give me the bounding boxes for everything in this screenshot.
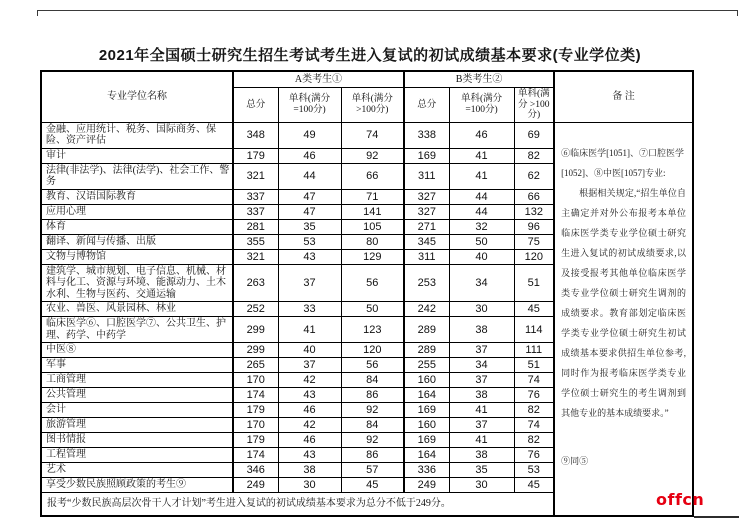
score-cell-a-total: 346 [233,463,278,478]
major-name-cell: 图书情报 [41,433,233,448]
score-cell-a-single100: 37 [278,264,341,302]
score-cell-b-total: 311 [404,249,449,264]
score-cell-a-single100: 44 [278,163,341,189]
score-cell-b-singlegt100: 96 [514,219,554,234]
score-cell-a-total: 252 [233,302,278,317]
score-cell-a-singlegt100: 92 [341,148,404,163]
score-cell-b-total: 271 [404,219,449,234]
score-cell-a-single100: 43 [278,388,341,403]
major-name-cell: 应用心理 [41,204,233,219]
major-name-cell: 享受少数民族照顾政策的考生⑨ [41,478,233,493]
score-cell-a-single100: 37 [278,358,341,373]
score-cell-a-single100: 46 [278,403,341,418]
score-cell-b-total: 169 [404,148,449,163]
score-cell-a-singlegt100: 80 [341,234,404,249]
score-cell-b-single100: 37 [449,343,514,358]
score-cell-b-single100: 35 [449,463,514,478]
score-cell-a-total: 265 [233,358,278,373]
score-cell-a-singlegt100: 50 [341,302,404,317]
score-cell-a-single100: 49 [278,122,341,148]
score-cell-b-single100: 41 [449,403,514,418]
group-header-a: A类考生① [233,71,404,88]
column-header-remarks: 备 注 [554,71,693,122]
score-cell-b-singlegt100: 114 [514,317,554,343]
score-cell-b-single100: 41 [449,148,514,163]
score-cell-b-single100: 34 [449,358,514,373]
score-cell-a-singlegt100: 84 [341,373,404,388]
score-cell-a-singlegt100: 84 [341,418,404,433]
score-cell-a-total: 263 [233,264,278,302]
footer-note: 报考“少数民族高层次骨干人才计划”考生进入复试的初试成绩基本要求为总分不低于249分。 [41,493,554,517]
score-cell-a-single100: 47 [278,189,341,204]
header-group-row [41,71,693,88]
score-cell-a-single100: 47 [278,204,341,219]
score-cell-b-total: 327 [404,189,449,204]
remarks-text-p2: 根据相关规定,“招生单位自主确定并对外公布报考本单位临床医学类专业学位硕士研究生进入复试的初试成绩要求,以及接受报考其他单位临床医学类专业学位硕士研究生调剂的成绩要求。教育部划定临床医学类专业学位硕士研究生初试成绩基本要求供招生单位参考,同时作为报考临床医学类专业学位硕士研究生的考生调剂到其他专业的基本成绩要求。” [561,187,687,418]
score-cell-a-single100: 33 [278,302,341,317]
major-name-cell: 军事 [41,358,233,373]
score-cell-b-singlegt100: 111 [514,343,554,358]
score-cell-a-total: 249 [233,478,278,493]
major-name-cell: 翻译、新闻与传播、出版 [41,234,233,249]
column-header-singlegt100-a: 单科(满分 >100分) [341,88,404,123]
score-cell-b-single100: 41 [449,163,514,189]
score-cell-a-total: 179 [233,403,278,418]
column-header-total-a: 总分 [233,88,278,123]
major-name-cell: 临床医学⑥、口腔医学⑦、公共卫生、护理、药学、中药学 [41,317,233,343]
score-cell-a-singlegt100: 66 [341,163,404,189]
score-cell-b-total: 345 [404,234,449,249]
score-cell-b-singlegt100: 69 [514,122,554,148]
score-cell-b-single100: 46 [449,122,514,148]
score-cell-b-singlegt100: 82 [514,148,554,163]
score-cell-a-total: 321 [233,249,278,264]
major-name-cell: 农业、兽医、风景园林、林业 [41,302,233,317]
major-name-cell: 公共管理 [41,388,233,403]
major-name-cell: 教育、汉语国际教育 [41,189,233,204]
score-cell-a-total: 321 [233,163,278,189]
score-cell-b-singlegt100: 82 [514,403,554,418]
score-cell-a-total: 281 [233,219,278,234]
score-cell-a-total: 355 [233,234,278,249]
score-cell-a-single100: 53 [278,234,341,249]
score-cell-a-single100: 46 [278,433,341,448]
score-cell-b-singlegt100: 62 [514,163,554,189]
page-frame-bottom-line [694,516,739,518]
score-cell-b-total: 336 [404,463,449,478]
score-cell-b-singlegt100: 76 [514,388,554,403]
score-cell-b-single100: 38 [449,388,514,403]
score-cell-a-total: 170 [233,373,278,388]
score-cell-a-single100: 43 [278,448,341,463]
score-cell-b-total: 289 [404,317,449,343]
score-cell-b-singlegt100: 132 [514,204,554,219]
score-cell-b-total: 160 [404,418,449,433]
score-cell-a-single100: 41 [278,317,341,343]
score-cell-b-total: 249 [404,478,449,493]
score-cell-b-singlegt100: 51 [514,358,554,373]
score-cell-a-singlegt100: 74 [341,122,404,148]
score-cell-b-singlegt100: 82 [514,433,554,448]
score-cell-b-singlegt100: 51 [514,264,554,302]
score-cell-b-single100: 50 [449,234,514,249]
remarks-text-p3: ⑨同⑤ [561,455,589,466]
major-name-cell: 审计 [41,148,233,163]
score-cell-a-total: 174 [233,388,278,403]
score-cell-a-singlegt100: 129 [341,249,404,264]
score-cell-a-single100: 43 [278,249,341,264]
score-cell-b-single100: 41 [449,433,514,448]
score-cell-b-single100: 30 [449,478,514,493]
score-cell-a-total: 299 [233,343,278,358]
score-cell-b-singlegt100: 74 [514,418,554,433]
major-name-cell: 中医⑧ [41,343,233,358]
score-cell-a-total: 337 [233,204,278,219]
score-cell-b-singlegt100: 76 [514,448,554,463]
score-cell-a-single100: 42 [278,373,341,388]
score-cell-b-total: 242 [404,302,449,317]
score-cell-b-singlegt100: 75 [514,234,554,249]
score-cell-a-total: 337 [233,189,278,204]
score-cell-a-singlegt100: 86 [341,388,404,403]
score-cell-b-single100: 37 [449,418,514,433]
score-cell-b-single100: 37 [449,373,514,388]
score-cell-b-single100: 38 [449,448,514,463]
score-cell-b-single100: 44 [449,189,514,204]
score-cell-a-singlegt100: 141 [341,204,404,219]
score-cell-b-single100: 32 [449,219,514,234]
score-cell-a-singlegt100: 71 [341,189,404,204]
major-name-cell: 体育 [41,219,233,234]
score-cell-a-single100: 46 [278,148,341,163]
score-cell-b-single100: 38 [449,317,514,343]
score-cell-a-total: 299 [233,317,278,343]
score-cell-b-singlegt100: 45 [514,478,554,493]
score-cell-a-total: 174 [233,448,278,463]
score-cell-a-singlegt100: 92 [341,433,404,448]
score-cell-b-total: 338 [404,122,449,148]
remarks-cell [554,122,693,516]
score-cell-a-single100: 30 [278,478,341,493]
major-name-cell: 法律(非法学)、法律(法学)、社会工作、警务 [41,163,233,189]
column-header-major: 专业学位名称 [41,71,233,122]
offcn-watermark: offcn [656,490,705,509]
remarks-text-p1: ⑥临床医学[1051]、⑦口腔医学[1052]、⑧中医[1057]专业: [561,147,685,178]
score-cell-a-single100: 35 [278,219,341,234]
major-name-cell: 金融、应用统计、税务、国际商务、保险、资产评估 [41,122,233,148]
score-cell-b-total: 164 [404,388,449,403]
score-cell-b-total: 253 [404,264,449,302]
major-name-cell: 文物与博物馆 [41,249,233,264]
score-cell-a-single100: 42 [278,418,341,433]
page-title: 2021年全国硕士研究生招生考试考生进入复试的初试成绩基本要求(专业学位类) [98,47,642,64]
table-row [41,122,693,148]
score-cell-b-singlegt100: 45 [514,302,554,317]
page-frame-line [37,10,738,16]
score-cell-a-singlegt100: 123 [341,317,404,343]
score-cell-b-singlegt100: 66 [514,189,554,204]
column-header-single100-a: 单科(满分 =100分) [278,88,341,123]
score-cell-a-singlegt100: 56 [341,264,404,302]
score-cell-a-total: 179 [233,433,278,448]
score-cell-b-total: 169 [404,403,449,418]
score-cell-b-total: 255 [404,358,449,373]
score-cell-a-singlegt100: 45 [341,478,404,493]
score-cell-b-single100: 40 [449,249,514,264]
score-cell-b-total: 169 [404,433,449,448]
column-header-total-b: 总分 [404,88,449,123]
score-cell-b-singlegt100: 53 [514,463,554,478]
score-cell-a-singlegt100: 92 [341,403,404,418]
score-cell-a-single100: 40 [278,343,341,358]
score-cell-b-single100: 44 [449,204,514,219]
score-cell-b-singlegt100: 120 [514,249,554,264]
score-cell-b-total: 327 [404,204,449,219]
score-cell-b-total: 311 [404,163,449,189]
score-cell-a-single100: 38 [278,463,341,478]
score-cell-a-total: 170 [233,418,278,433]
score-cell-a-total: 179 [233,148,278,163]
score-cell-a-singlegt100: 86 [341,448,404,463]
score-table-wrap [40,70,694,517]
score-cell-b-total: 289 [404,343,449,358]
score-cell-b-total: 164 [404,448,449,463]
score-cell-a-singlegt100: 56 [341,358,404,373]
score-cell-b-single100: 30 [449,302,514,317]
score-cell-a-singlegt100: 120 [341,343,404,358]
score-cell-b-singlegt100: 74 [514,373,554,388]
score-cell-a-total: 348 [233,122,278,148]
group-header-b: B类考生② [404,71,554,88]
score-cell-a-singlegt100: 105 [341,219,404,234]
major-name-cell: 旅游管理 [41,418,233,433]
major-name-cell: 工商管理 [41,373,233,388]
score-cell-a-singlegt100: 57 [341,463,404,478]
column-header-single100-b: 单科(满分 =100分) [449,88,514,123]
major-name-cell: 艺术 [41,463,233,478]
score-cell-b-single100: 34 [449,264,514,302]
score-cell-b-total: 160 [404,373,449,388]
column-header-singlegt100-b: 单科(满分 >100分) [514,88,554,123]
major-name-cell: 工程管理 [41,448,233,463]
major-name-cell: 建筑学、城市规划、电子信息、机械、材料与化工、资源与环境、能源动力、土木水利、生物与医药、交通运输 [41,264,233,302]
major-name-cell: 会计 [41,403,233,418]
score-table [40,70,694,517]
